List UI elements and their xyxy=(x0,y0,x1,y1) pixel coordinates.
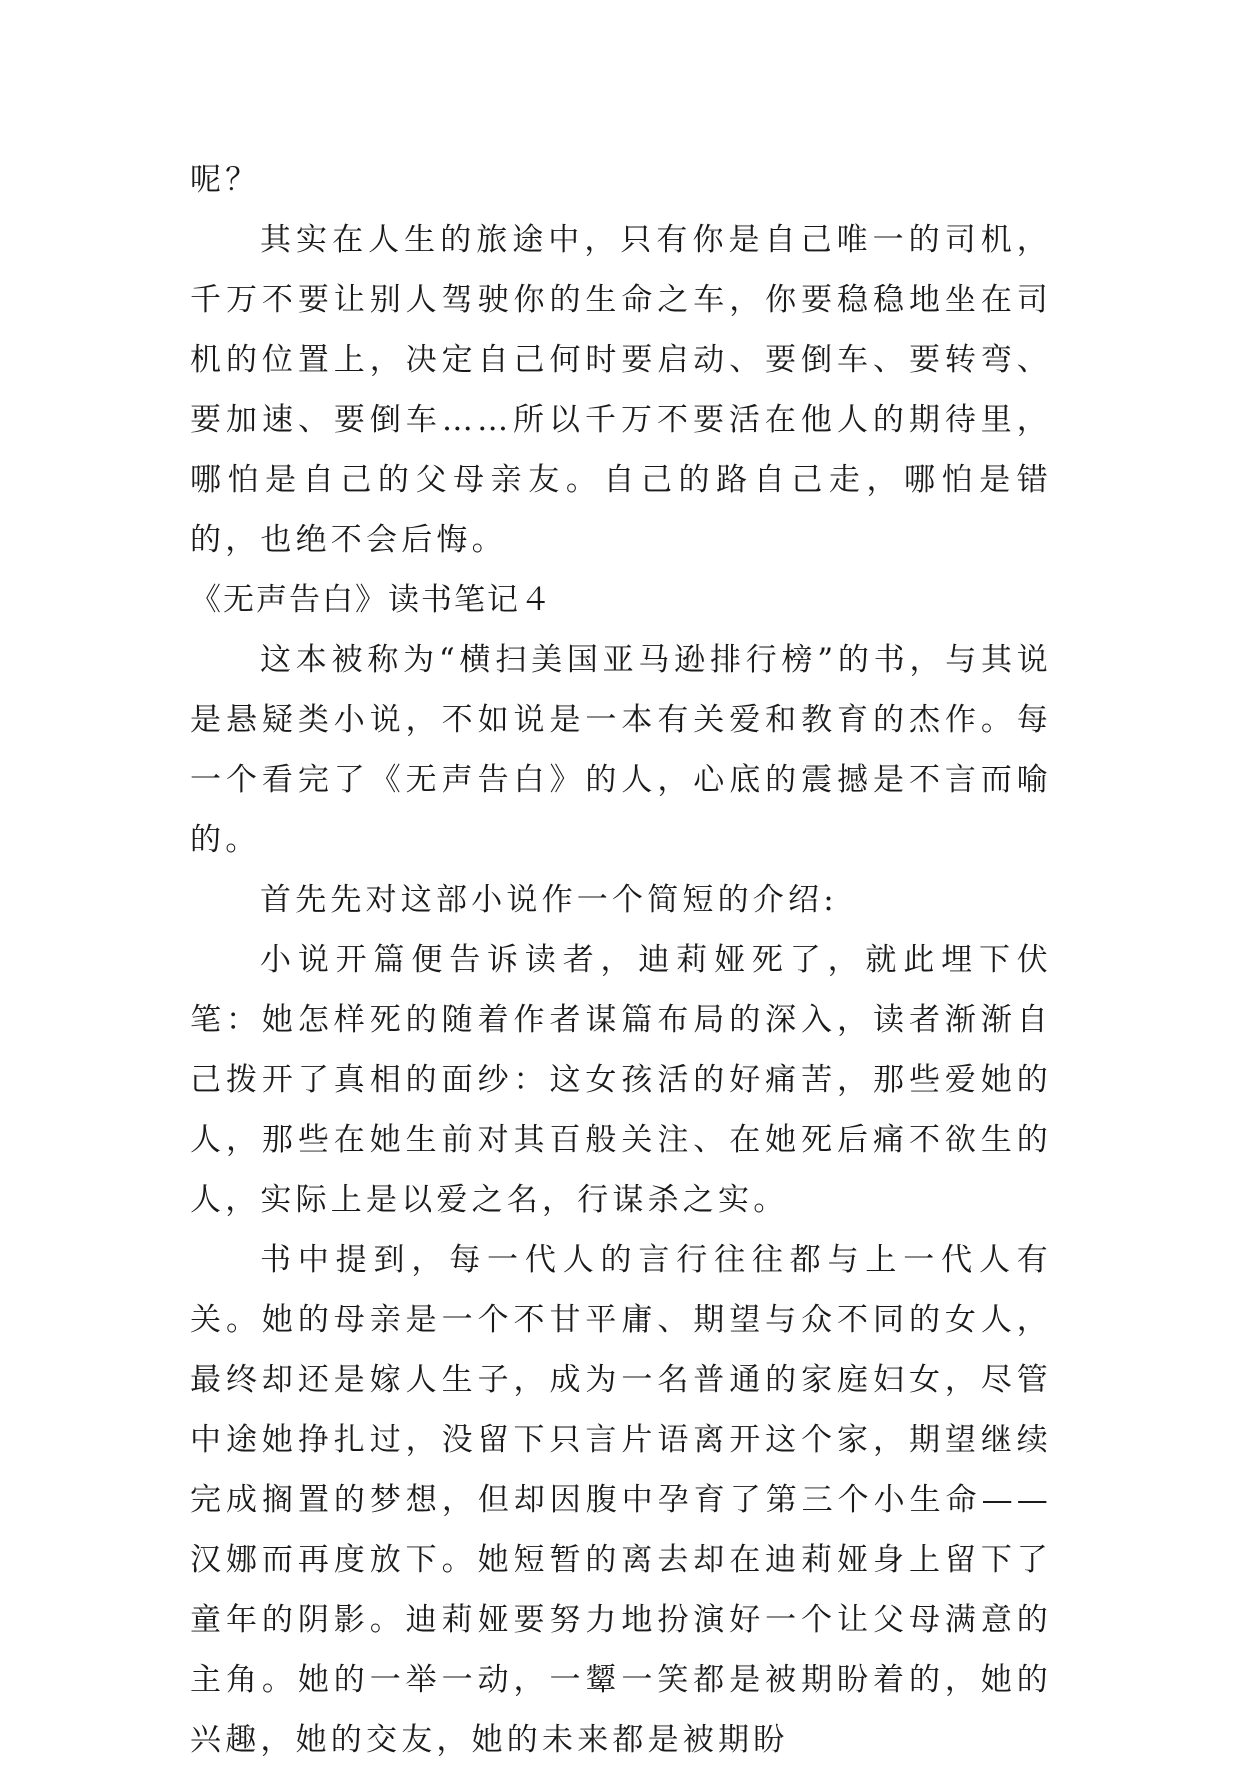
document-body xyxy=(190,150,1052,1770)
paragraph-plot-summary: 小说开篇便告诉读者，迪莉娅死了，就此埋下伏笔：她怎样死的随着作者谋篇布局的深入，读者渐渐自己拨开了真相的面纱：这女孩活的好痛苦，那些爱她的人，那些在她生前对其百般关注、在她死后痛不欲生的人，实际上是以爱之名，行谋杀之实。 xyxy=(190,942,1052,1218)
paragraph-generations: 书中提到，每一代人的言行往往都与上一代人有关。她的母亲是一个不甘平庸、期望与众不同的女人，最终却还是嫁人生子，成为一名普通的家庭妇女，尽管中途她挣扎过，没留下只言片语离开这个家，期望继续完成搁置的梦想，但却因腹中孕育了第三个小生命——汉娜而再度放下。她短暂的离去却在迪莉娅身上留下了童年的阴影。迪莉娅要努力地扮演好一个让父母满意的主角。她的一举一动，一颦一笑都是被期盼着的，她的兴趣，她的交友，她的未来都是被期盼 xyxy=(190,1242,1052,1758)
paragraph-life-journey: 其实在人生的旅途中，只有你是自己唯一的司机，千万不要让别人驾驶你的生命之车，你要稳稳地坐在司机的位置上，决定自己何时要启动、要倒车、要转弯、要加速、要倒车……所以千万不要活在他人的期待里，哪怕是自己的父母亲友。自己的路自己走，哪怕是错的，也绝不会后悔。 xyxy=(190,222,1052,558)
paragraph-continuation: 呢？ xyxy=(190,162,261,198)
paragraph-summary-lead: 首先先对这部小说作一个简短的介绍: xyxy=(260,882,838,918)
section-heading: 《无声告白》读书笔记４ xyxy=(190,582,553,618)
paragraph-book-intro: 这本被称为“横扫美国亚马逊排行榜”的书，与其说是悬疑类小说，不如说是一本有关爱和教育的杰作。每一个看完了《无声告白》的人，心底的震撼是不言而喻的。 xyxy=(190,642,1052,858)
